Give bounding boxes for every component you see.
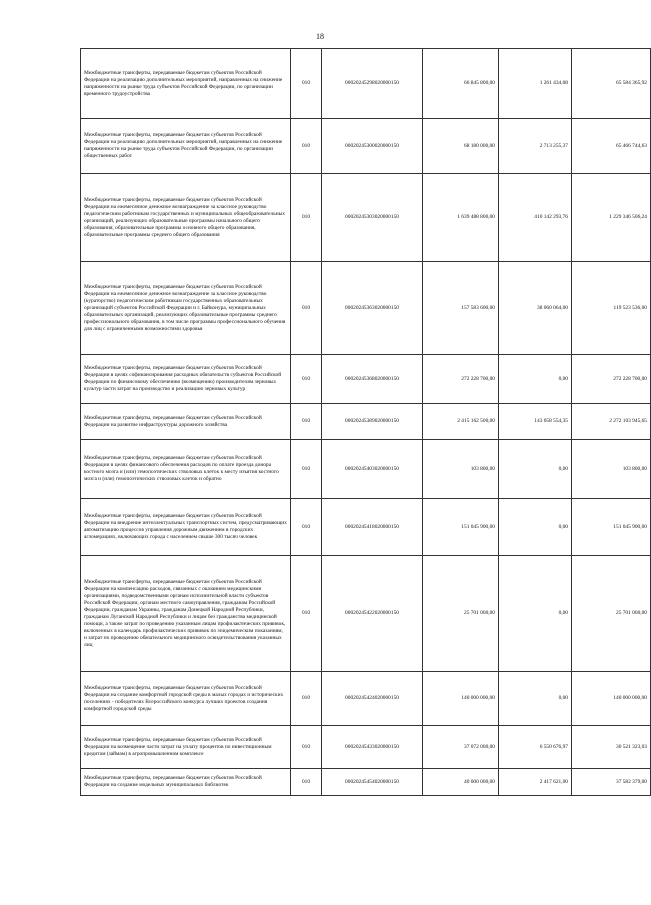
executed-amount: 6 550 676,97	[499, 726, 572, 769]
remaining-amount: 37 582 379,00	[572, 769, 651, 796]
approved-amount: 66 845 800,00	[423, 49, 499, 119]
budget-classification-code: 00020245424020000150	[322, 672, 423, 726]
approved-amount: 68 180 000,00	[423, 119, 499, 174]
admin-code: 010	[291, 262, 322, 355]
approved-amount: 157 583 600,00	[423, 262, 499, 355]
executed-amount: 0,00	[499, 556, 572, 672]
executed-amount: 2 417 621,00	[499, 769, 572, 796]
admin-code: 010	[291, 440, 322, 499]
remaining-amount: 1 229 346 506,24	[572, 174, 651, 262]
remaining-amount: 272 228 700,00	[572, 355, 651, 404]
executed-amount: 38 060 064,00	[499, 262, 572, 355]
admin-code: 010	[291, 119, 322, 174]
transfer-name: Межбюджетные трансферты, передаваемые бюджетам субъектов Российской Федерации на реализацию дополнительных мероприятий, направленных на снижение напряженности на рынке труда субъектов Российской Федерации, по организации общественных работ	[81, 119, 291, 174]
approved-amount: 103 800,00	[423, 440, 499, 499]
approved-amount: 272 228 700,00	[423, 355, 499, 404]
budget-classification-code: 00020245363020000150	[322, 262, 423, 355]
approved-amount: 1 639 488 800,00	[423, 174, 499, 262]
executed-amount: 0,00	[499, 440, 572, 499]
budget-classification-code: 00020245298020000150	[322, 49, 423, 119]
executed-amount: 0,00	[499, 499, 572, 556]
approved-amount: 40 000 000,00	[423, 769, 499, 796]
budget-classification-code: 00020245454020000150	[322, 769, 423, 796]
page-number: 18	[316, 32, 324, 41]
admin-code: 010	[291, 404, 322, 440]
table-row	[81, 355, 651, 404]
table-row	[81, 49, 651, 119]
transfer-name: Межбюджетные трансферты, передаваемые бюджетам субъектов Российской Федерации на ежемесячное денежное вознаграждение за классное руководство (кураторство) педагогическим работникам государственных образовательных организаций субъектов Российской Федерации и г. Байконура, муниципальных образовательных организаций, реализующих образовательные программы среднего профессионального образования, в том числе программы профессионального обучения для лиц с ограниченными возможностями здоровья	[81, 262, 291, 355]
budget-classification-code: 00020245389020000150	[322, 404, 423, 440]
budget-classification-code: 00020245403020000150	[322, 440, 423, 499]
table-row	[81, 499, 651, 556]
admin-code: 010	[291, 174, 322, 262]
executed-amount: 143 058 554,35	[499, 404, 572, 440]
budget-table	[80, 48, 651, 796]
transfer-name: Межбюджетные трансферты, передаваемые бюджетам субъектов Российской Федерации в целях софинансирования расходных обязательств субъектов Российской Федерации по финансовому обеспечению (возмещению) производителям зерновых культур части затрат на производство и реализацию зерновых культур	[81, 355, 291, 404]
table-row	[81, 726, 651, 769]
approved-amount: 151 045 900,00	[423, 499, 499, 556]
table-row	[81, 556, 651, 672]
admin-code: 010	[291, 499, 322, 556]
transfer-name: Межбюджетные трансферты, передаваемые бюджетам субъектов Российской Федерации в целях финансового обеспечения расходов по оплате проезда донора костного мозга и (или) гемопоэтических стволовых клеток к месту изъятия костного мозга и (или) гемопоэтических стволовых клеток и обратно	[81, 440, 291, 499]
remaining-amount: 103 800,00	[572, 440, 651, 499]
transfer-name: Межбюджетные трансферты, передаваемые бюджетам субъектов Российской Федерации на ежемесячное денежное вознаграждение за классное руководство педагогическим работникам государственных и муниципальных общеобразовательных организаций, реализующих образовательные программы начального общего образования, образовательные программы основного общего образования, образовательные программы среднего общего образования	[81, 174, 291, 262]
budget-classification-code: 00020245422020000150	[322, 556, 423, 672]
executed-amount: 2 713 255,37	[499, 119, 572, 174]
table-row	[81, 174, 651, 262]
admin-code: 010	[291, 672, 322, 726]
executed-amount: 410 142 293,76	[499, 174, 572, 262]
transfer-name: Межбюджетные трансферты, передаваемые бюджетам субъектов Российской Федерации на возмещение части затрат на уплату процентов по инвестиционным кредитам (займам) в агропромышленном комплексе	[81, 726, 291, 769]
approved-amount: 25 701 000,00	[423, 556, 499, 672]
remaining-amount: 140 000 000,00	[572, 672, 651, 726]
table-row	[81, 769, 651, 796]
admin-code: 010	[291, 355, 322, 404]
admin-code: 010	[291, 49, 322, 119]
admin-code: 010	[291, 769, 322, 796]
transfer-name: Межбюджетные трансферты, передаваемые бюджетам субъектов Российской Федерации на развитие инфраструктуры дорожного хозяйства	[81, 404, 291, 440]
budget-classification-code: 00020245418020000150	[322, 499, 423, 556]
admin-code: 010	[291, 726, 322, 769]
remaining-amount: 30 521 323,03	[572, 726, 651, 769]
remaining-amount: 65 584 365,92	[572, 49, 651, 119]
executed-amount: 0,00	[499, 355, 572, 404]
table-row	[81, 672, 651, 726]
executed-amount: 1 261 434,08	[499, 49, 572, 119]
remaining-amount: 151 045 900,00	[572, 499, 651, 556]
approved-amount: 37 072 000,00	[423, 726, 499, 769]
transfer-name: Межбюджетные трансферты, передаваемые бюджетам субъектов Российской Федерации на внедрение интеллектуальных транспортных систем, предусматривающих автоматизацию процессов управления дорожным движением в городских агломерациях, включающих города с населением свыше 300 тысяч человек	[81, 499, 291, 556]
table-row	[81, 440, 651, 499]
transfer-name: Межбюджетные трансферты, передаваемые бюджетам субъектов Российской Федерации на компенсацию расходов, связанных с оказанием медицинскими организациями, подведомственными органам исполнительной власти субъектов Российской Федерации, органам местного самоуправления, гражданам Российской Федерации, гражданам Украины, гражданам Донецкой Народной Республики, гражданам Луганской Народной Республики и лицам без гражданства медицинской помощи, а также затрат по проведению указанным лицам профилактических прививок, включенных в календарь профилактических прививок по эпидемическим показаниям, и затрат по проведению обязательного медицинского освидетельствования указанных лиц	[81, 556, 291, 672]
transfer-name: Межбюджетные трансферты, передаваемые бюджетам субъектов Российской Федерации на реализацию дополнительных мероприятий, направленных на снижение напряженности на рынке труда субъектов Российской Федерации, по организации временного трудоустройства	[81, 49, 291, 119]
budget-classification-code: 00020245433020000150	[322, 726, 423, 769]
approved-amount: 2 415 162 500,00	[423, 404, 499, 440]
budget-classification-code: 00020245368020000150	[322, 355, 423, 404]
budget-classification-code: 00020245303020000150	[322, 174, 423, 262]
admin-code: 010	[291, 556, 322, 672]
remaining-amount: 25 701 000,00	[572, 556, 651, 672]
transfer-name: Межбюджетные трансферты, передаваемые бюджетам субъектов Российской Федерации на создание модельных муниципальных библиотек	[81, 769, 291, 796]
approved-amount: 140 000 000,00	[423, 672, 499, 726]
remaining-amount: 2 272 103 945,65	[572, 404, 651, 440]
transfer-name: Межбюджетные трансферты, передаваемые бюджетам субъектов Российской Федерации на создание комфортной городской среды в малых городах и исторических поселениях - победителях Всероссийского конкурса лучших проектов создания комфортной городской среды	[81, 672, 291, 726]
table-row	[81, 262, 651, 355]
remaining-amount: 65 466 744,63	[572, 119, 651, 174]
table-body	[81, 49, 651, 796]
table-row	[81, 404, 651, 440]
budget-classification-code: 00020245300020000150	[322, 119, 423, 174]
executed-amount: 0,00	[499, 672, 572, 726]
table-row	[81, 119, 651, 174]
remaining-amount: 119 523 536,00	[572, 262, 651, 355]
